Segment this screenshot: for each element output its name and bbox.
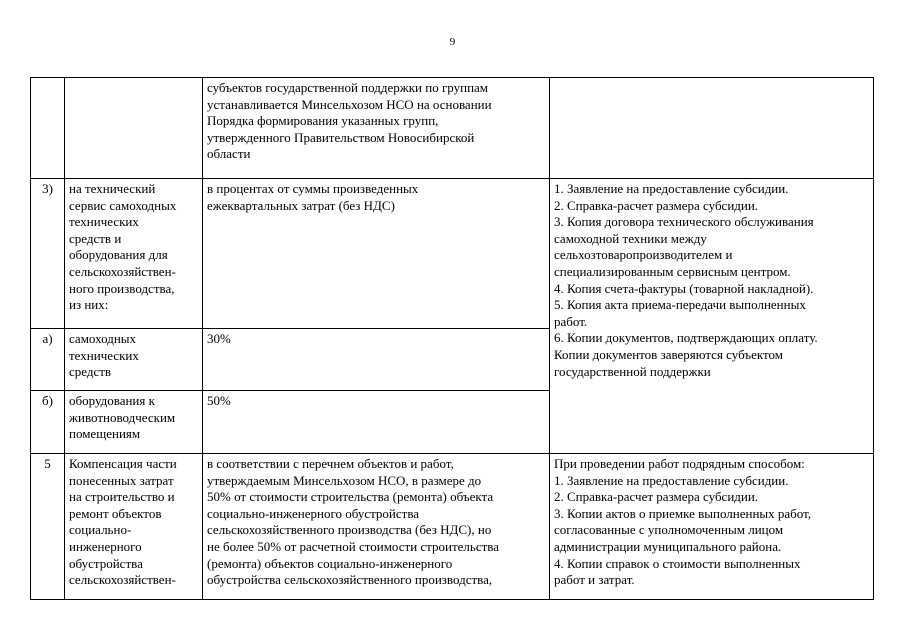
text-line: 50% (207, 393, 231, 408)
text-line: 1. Заявление на предоставление субсидии. (554, 472, 789, 488)
text-line: средств и (69, 230, 122, 246)
text-line: ного производства, (69, 280, 175, 296)
row-number: б) (31, 391, 65, 454)
text-line: животноводческим (69, 409, 176, 425)
text-line: обустройства сельскохозяйственного производства, (207, 572, 493, 588)
text-line: 5. Копия акта приема-передачи выполненных (554, 297, 806, 313)
row-number: 3) (31, 179, 65, 329)
text-line: 2. Справка-расчет размера субсидии. (554, 489, 759, 505)
text-line: При проведении работ подрядным способом: (554, 456, 805, 471)
subsidy-name-cell (65, 78, 203, 179)
text-line: оборудования для (69, 247, 168, 263)
text-line: из них: (69, 297, 109, 313)
text-line: 50% от стоимости строительства (ремонта) объекта (207, 489, 494, 505)
text-line: (ремонта) объектов социально-инженерного (207, 555, 453, 571)
text-line: ежеквартальных затрат (без НДС) (207, 197, 395, 213)
text-line: 1. Заявление на предоставление субсидии. (554, 181, 789, 196)
row-number: 5 (31, 454, 65, 600)
text-line: государственной поддержки (554, 363, 711, 379)
text-line: 4. Копии справок о стоимости выполненных (554, 555, 801, 571)
text-line: устанавливается Минсельхозом НСО на основании (207, 96, 492, 112)
cell-text (207, 331, 545, 348)
page-number: 9 (449, 36, 456, 48)
text-line: самоходных (69, 331, 137, 346)
table-row (31, 454, 874, 600)
text-line: на строительство и (69, 489, 175, 505)
text-line: в соответствии с перечнем объектов и работ, (207, 456, 454, 471)
text-line: инженерного (69, 538, 142, 554)
text-line: утвержденного Правительством Новосибирской (207, 129, 475, 145)
subsidy-amount-cell (203, 329, 550, 391)
cell-text (69, 331, 198, 381)
text-line: оборудования к (69, 393, 155, 408)
text-line: в процентах от суммы произведенных (207, 181, 419, 196)
subsidy-name-cell (65, 391, 203, 454)
text-line: области (207, 146, 251, 162)
table-row (31, 179, 874, 329)
text-line: администрации муниципального района. (554, 538, 782, 554)
subsidy-table (30, 77, 874, 600)
text-line: сельхозтоваропроизводителем и (554, 247, 733, 263)
cell-text (69, 456, 198, 589)
cell-text (207, 80, 545, 163)
text-line: социально-инженерного обустройства (207, 505, 420, 521)
subsidy-amount-cell (203, 454, 550, 600)
text-line: обустройства (69, 555, 143, 571)
text-line: средств (69, 364, 112, 380)
subsidy-amount-cell (203, 78, 550, 179)
text-line: сельскохозяйственного производства (без НДС), но (207, 522, 492, 538)
text-line: работ и затрат. (554, 572, 635, 588)
cell-text (554, 456, 869, 589)
text-line: работ. (554, 313, 588, 329)
text-line: 6. Копии документов, подтверждающих оплату. (554, 330, 818, 346)
text-line: субъектов государственной поддержки по группам (207, 80, 489, 95)
text-line: самоходной техники между (554, 230, 707, 246)
subsidy-amount-cell (203, 179, 550, 329)
subsidy-name-cell (65, 179, 203, 329)
text-line: 2. Справка-расчет размера субсидии. (554, 197, 759, 213)
subsidy-name-cell (65, 329, 203, 391)
text-line: понесенных затрат (69, 472, 174, 488)
required-documents-cell (550, 179, 874, 454)
text-line: сельскохозяйствен- (69, 263, 176, 279)
text-line: технических (69, 214, 139, 230)
text-line: ремонт объектов (69, 505, 162, 521)
required-documents-cell (550, 454, 874, 600)
row-number: а) (31, 329, 65, 391)
subsidy-amount-cell (203, 391, 550, 454)
cell-text (554, 181, 869, 380)
cell-text (207, 456, 545, 589)
table-row (31, 78, 874, 179)
required-documents-cell (550, 78, 874, 179)
cell-text (207, 181, 545, 214)
text-line: 3. Копия договора технического обслуживания (554, 214, 814, 230)
text-line: Копии документов заверяются субъектом (554, 346, 784, 362)
text-line: не более 50% от расчетной стоимости строительства (207, 538, 500, 554)
text-line: Порядка формирования указанных групп, (207, 113, 439, 129)
text-line: на технический (69, 181, 156, 196)
text-line: 3. Копии актов о приемке выполненных работ, (554, 505, 812, 521)
cell-text (69, 393, 198, 443)
subsidy-name-cell (65, 454, 203, 600)
text-line: 4. Копия счета-фактуры (товарной накладной). (554, 280, 814, 296)
cell-text (207, 393, 545, 410)
text-line: технических (69, 347, 139, 363)
text-line: согласованные с уполномоченным лицом (554, 522, 784, 538)
row-number (31, 78, 65, 179)
cell-text (69, 181, 198, 314)
text-line: Компенсация части (69, 456, 177, 471)
text-line: сельскохозяйствен- (69, 572, 176, 588)
text-line: специализированным сервисным центром. (554, 263, 791, 279)
text-line: социально- (69, 522, 132, 538)
text-line: утверждаемым Минсельхозом НСО, в размере до (207, 472, 482, 488)
text-line: 30% (207, 331, 231, 346)
text-line: помещениям (69, 426, 141, 442)
text-line: сервис самоходных (69, 197, 177, 213)
